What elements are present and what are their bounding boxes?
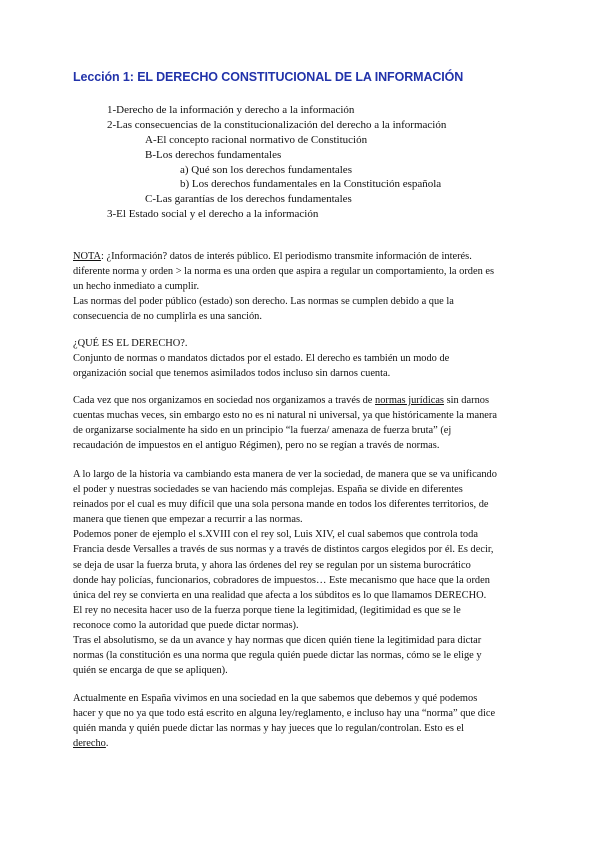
text-line: de organizarse socialmente ha sido en un principio “la fuerza/ amenaza de fuerza bruta” (ej (73, 425, 452, 437)
text-span: sin darnos (443, 395, 490, 406)
paragraph-1 (73, 393, 521, 453)
text-line: normas (la constitución es una norma que regula quién puede dictar las normas, cómo se le elige y (73, 650, 482, 662)
page-title: Lección 1: EL DERECHO CONSTITUCIONAL DE LA INFORMACIÓN (73, 70, 464, 84)
paragraph-3 (73, 633, 521, 678)
note-paragraph (73, 249, 521, 264)
text-line: Podemos poner de ejemplo el s.XVIII con el rey sol, Luis XIV, el cual sabemos que controla toda (73, 529, 478, 541)
text-line: única del rey se convierta en una realidad que afecta a los súbditos es lo que llamamos DERECHO. (73, 589, 487, 601)
toc-item: 2-Las consecuencias de la constitucionalización del derecho a la información (107, 119, 447, 131)
paragraph-2 (73, 467, 521, 633)
text-line: cuentas muchas veces, sin embargo esto no es ni natural ni universal, ya que históricamente la manera (73, 410, 497, 422)
toc-item: a) Qué son los derechos fundamentales (180, 164, 352, 176)
toc-item: B-Los derechos fundamentales (145, 149, 282, 161)
text-line: un hecho inmediato a cumplir. (73, 281, 200, 293)
note-label: NOTA (73, 251, 102, 262)
toc-item: 1-Derecho de la información y derecho a la información (107, 104, 355, 116)
text-line: reinados por el cual es muy difícil que una sola persona mande en todos los diferentes territorios, de (73, 499, 489, 511)
text-line: Tras el absolutismo, se da un avance y hay normas que dicen quién tiene la legitimidad para dictar (73, 635, 482, 646)
toc-item: 3-El Estado social y el derecho a la información (107, 208, 319, 220)
text-line: quién manda y quién puede dictar las normas y hay jueces que lo regulan/controlan. Esto es el (73, 723, 464, 735)
underlined-term: derecho (73, 738, 106, 750)
text-line: diferente norma y orden > la norma es una orden que aspira a regular un comportamiento, la orden es (73, 266, 495, 278)
text-span: . (105, 738, 109, 750)
note-block (73, 249, 521, 324)
section-heading: ¿QUÉ ES EL DERECHO?. (73, 338, 188, 349)
text-line: hacer y que no ya que todo está escrito en alguna ley/reglamento, e incluso hay una “norma” que dice (73, 708, 496, 720)
section-block (73, 336, 521, 381)
text-line: El rey no necesita hacer uso de la fuerza porque tiene la legitimidad, (legitimidad es que se le (73, 604, 461, 616)
text-line: recaudación de impuestos en el antiguo Régimen), pero no se regían a través de normas. (73, 440, 440, 452)
text-line: consecuencia de no cumplirla es una sanción. (73, 311, 262, 323)
text-line: quién se encarga de que se apliquen). (73, 665, 228, 677)
text-line (73, 736, 521, 751)
text-line: Conjunto de normas o mandatos dictados por el estado. El derecho es también un modo de (73, 353, 450, 365)
text-line: reconoce como la autoridad que puede dictar normas). (73, 619, 299, 631)
text-line: el poder y nuestras sociedades se van haciendo más complejas. España se divide en diferentes (73, 484, 463, 496)
text-line: : ¿Información? datos de interés público. El periodismo transmite información de interés. (101, 251, 472, 262)
text-line: organización social que tenemos asimilados todos incluso sin darnos cuenta. (73, 368, 391, 380)
text-line: A lo largo de la historia va cambiando esta manera de ver la sociedad, de manera que se va unificando (73, 469, 497, 480)
text-line: Francia desde Versalles a través de sus normas y a través de distintos cargos elegidos por él. Es decir, (73, 544, 494, 556)
underlined-term: normas jurídicas (375, 395, 444, 406)
text-line: Las normas del poder público (estado) son derecho. Las normas se cumplen debido a que la (73, 296, 454, 308)
text-line: Actualmente en España vivimos en una sociedad en la que sabemos que debemos y qué podemos (73, 693, 478, 704)
paragraph-4 (73, 691, 521, 751)
toc-item: A-El concepto racional normativo de Constitución (145, 134, 368, 146)
text-line (73, 393, 521, 408)
toc-item: C-Las garantías de los derechos fundamentales (145, 193, 352, 205)
text-line: manera que tienen que empezar a recurrir a las normas. (73, 514, 303, 526)
text-span: Cada vez que nos organizamos en sociedad nos organizamos a través de (73, 395, 376, 406)
text-line: donde hay policías, funcionarios, cobradores de impuestos… Este mecanismo que hace que la orden (73, 574, 490, 586)
toc-item: b) Los derechos fundamentales en la Constitución española (180, 178, 442, 190)
text-line: se deja de usar la fuerza bruta, y ahora las órdenes del rey se regulan por un sistema burocrático (73, 559, 471, 571)
